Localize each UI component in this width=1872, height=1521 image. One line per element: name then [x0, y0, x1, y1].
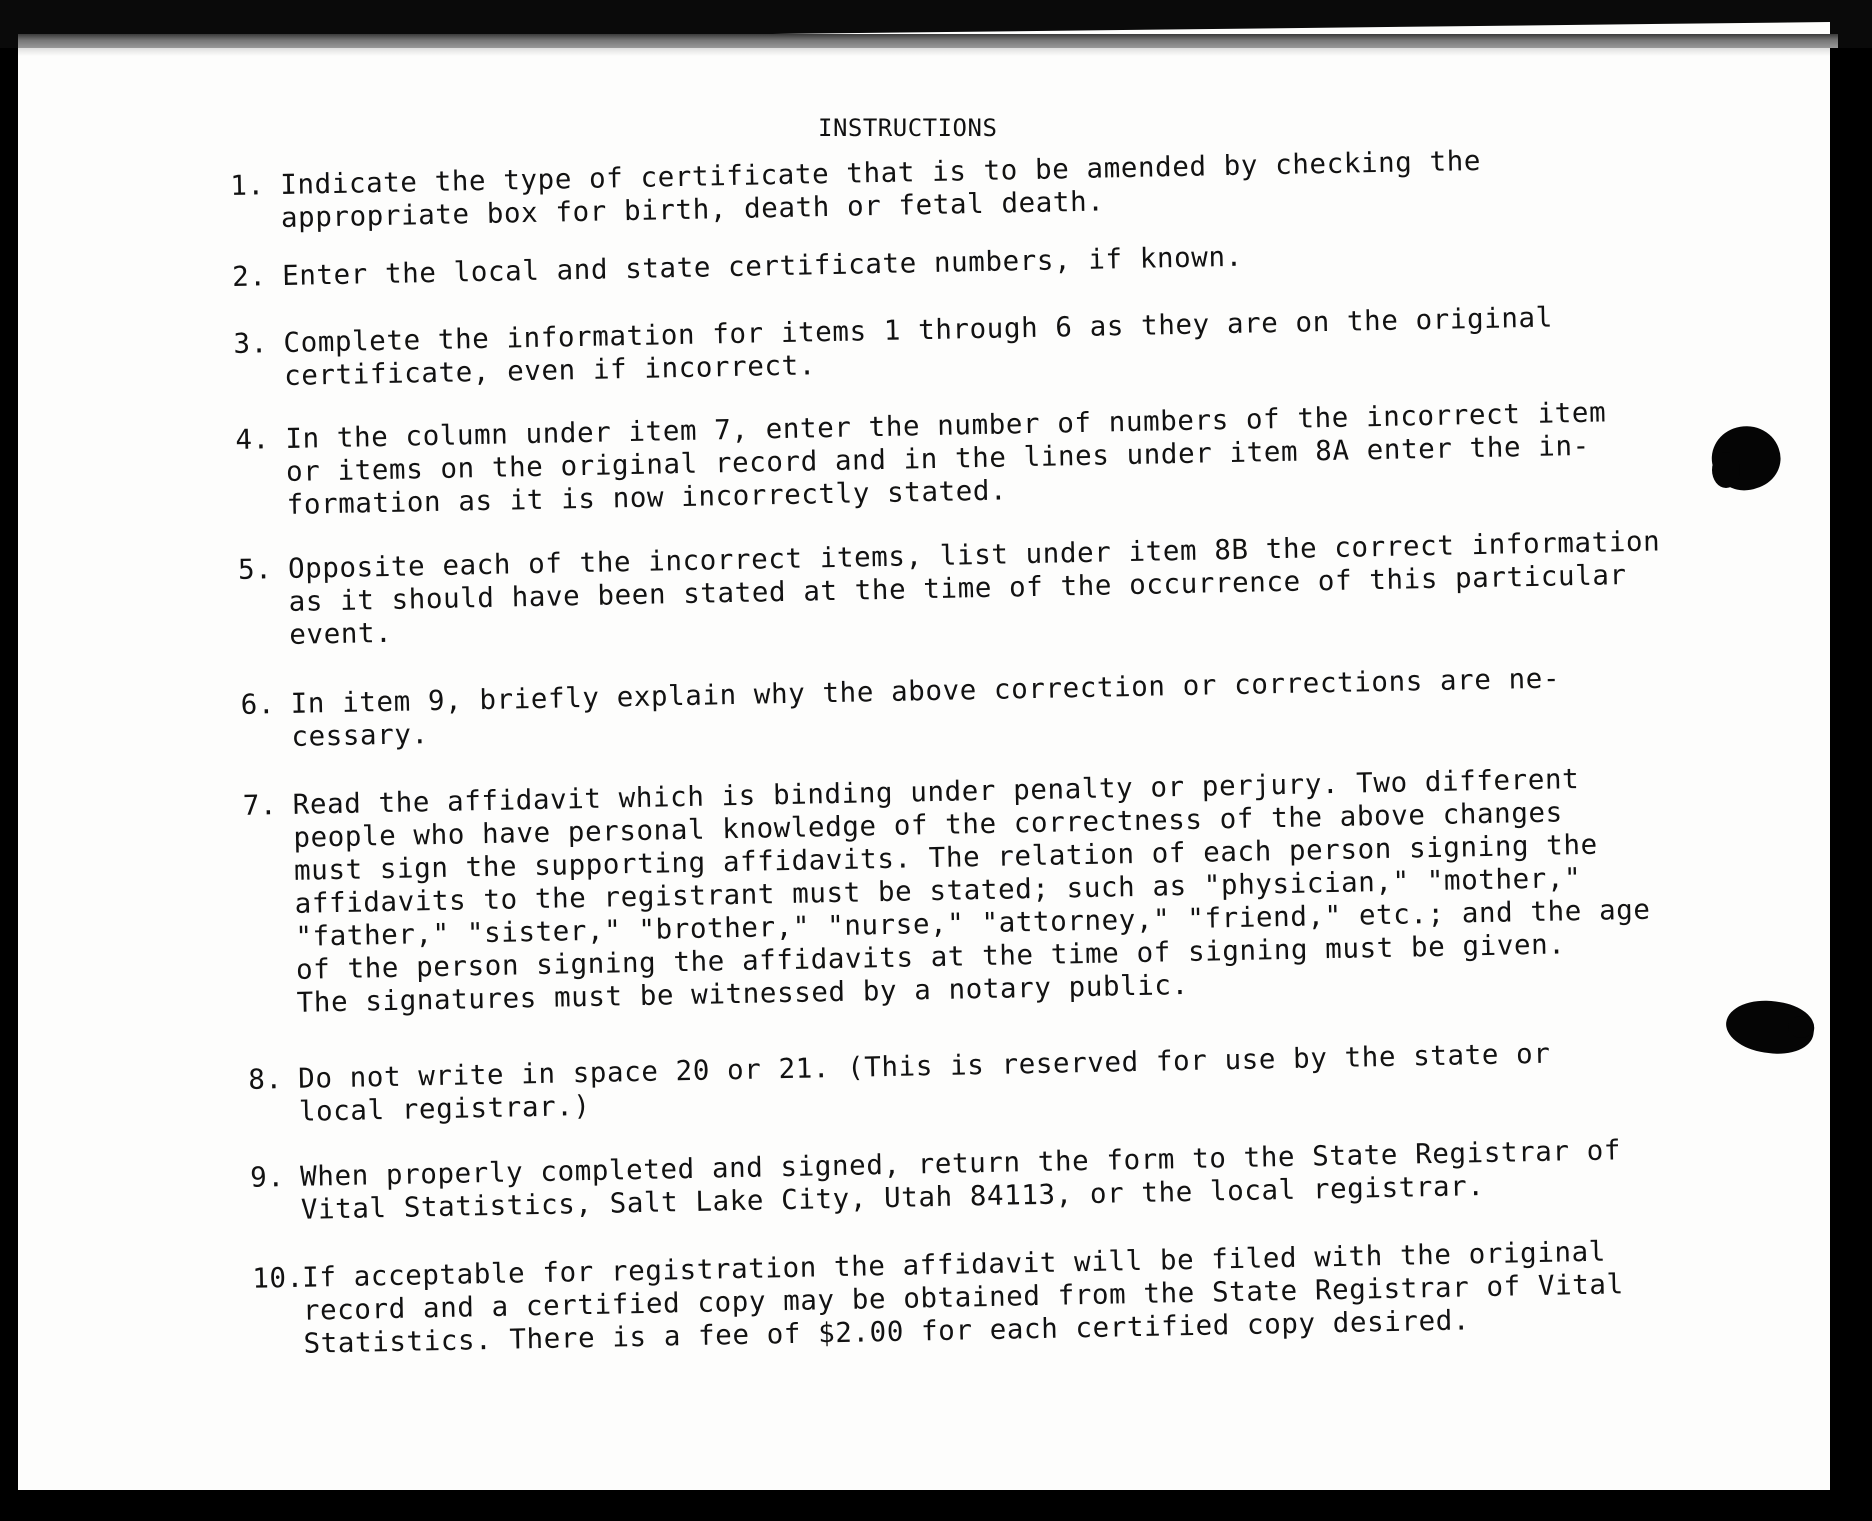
instruction-item-3	[233, 299, 1674, 394]
item-number: 2.	[231, 260, 267, 293]
item-text: When properly completed and signed, return the form to the State Registrar of Vital Statistics, Salt Lake City, Utah 84113, or the local registrar.	[299, 1134, 1622, 1226]
item-number: 3.	[233, 327, 269, 360]
item-text: Opposite each of the incorrect items, list under item 8B the correct information as it should have been stated at the time of the occurrence of this particular event.	[287, 525, 1661, 651]
item-number: 7.	[242, 789, 278, 822]
item-text: Read the affidavit which is binding under penalty or perjury. Two different people who have personal knowledge of the correctness of the above changes must sign the supporting affidavits. The relation of each person signing the affidavits to the registrant must be stated; such as "physician," "mother," "father," "sister," "brother," "nurse," "attorney," "friend," etc.; and the age of the person signing the affidavits at the time of signing must be given. The signatures must be witnessed by a notary public.	[292, 763, 1651, 1019]
item-text: In the column under item 7, enter the number of numbers of the incorrect item or items on the original record and in the lines under item 8A enter the in- formation as it is now incorrectly stated.	[285, 396, 1607, 521]
instruction-item-10	[252, 1234, 1694, 1362]
paper-edge-shadow	[18, 48, 1830, 56]
item-text: In item 9, briefly explain why the above correction or corrections are ne- cessary.	[290, 662, 1561, 753]
item-text: Complete the information for items 1 through 6 as they are on the original certificate, even if incorrect.	[283, 301, 1554, 392]
instructions-list	[230, 140, 1725, 1419]
item-text: Enter the local and state certificate numbers, if known.	[281, 240, 1244, 292]
page-title: INSTRUCTIONS	[818, 114, 998, 142]
item-number: 4.	[235, 423, 271, 456]
instruction-item-7	[242, 761, 1686, 1021]
instruction-item-5	[238, 525, 1680, 653]
item-number: 8.	[247, 1063, 283, 1096]
instruction-item-6	[240, 660, 1681, 755]
punch-hole-upper-tear	[1712, 452, 1740, 488]
item-text: Indicate the type of certificate that is to be amended by checking the appropriate box for birth, death or fetal death.	[279, 144, 1482, 234]
paper-top-edge	[18, 34, 1838, 48]
item-text: Do not write in space 20 or 21. (This is reserved for use by the state or local registrar.)	[297, 1037, 1551, 1128]
punch-hole-lower-tear	[1788, 1016, 1814, 1038]
instruction-item-9	[250, 1133, 1691, 1228]
item-number: 1.	[230, 169, 265, 202]
instruction-item-8	[248, 1035, 1689, 1130]
item-text: If acceptable for registration the affidavit will be filed with the original record and a certified copy may be obtained from the State Registrar of Vital Statistics. There is a fee of $2.00 for each certified copy desired.	[301, 1235, 1625, 1360]
item-number: 9.	[249, 1161, 285, 1194]
instruction-item-4	[235, 395, 1677, 523]
item-number: 10.	[251, 1261, 305, 1295]
item-number: 5.	[237, 553, 273, 586]
instruction-item-2	[232, 232, 1672, 294]
item-number: 6.	[240, 688, 276, 721]
